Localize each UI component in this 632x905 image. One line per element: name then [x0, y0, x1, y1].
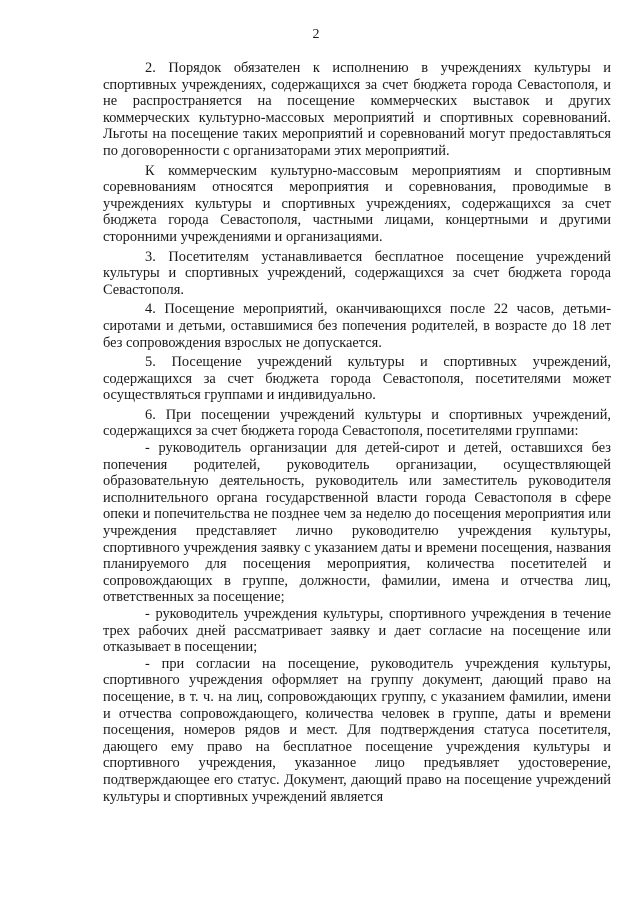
paragraph-2: 2. Порядок обязателен к исполнению в учреждениях культуры и спортивных учреждениях, содержащихся за счет бюджета города Севастополя, и не распространяется на посещение коммерческих выставок и других коммерческих культурно-массовых мероприятий и спортивных соревнований. Льготы на посещение таких мероприятий и соревнований могут предоставляться по договоренности с организаторами этих мероприятий.	[103, 60, 611, 159]
list-item-application: - руководитель организации для детей-сирот и детей, оставшихся без попечения родителей, руководитель организации, осуществляющей образовательную деятельность, руководитель или заместитель руководителя исполнительного органа государственной власти города Севастополя в сфере опеки и попечительства не позднее чем за неделю до посещения мероприятия или учреждения представляет лично руководителю учреждения культуры, спортивного учреждения заявку с указанием даты и времени посещения, названия планируемого для посещения мероприятия, количества посетителей и сопровождающих в группе, должности, фамилии, имена и отчества лиц, ответственных за посещение;	[103, 440, 611, 606]
paragraph-3: 3. Посетителям устанавливается бесплатное посещение учреждений культуры и спортивных учреждений, содержащихся за счет бюджета города Севастополя.	[103, 248, 611, 298]
document-body	[103, 60, 611, 805]
list-item-document: - при согласии на посещение, руководитель учреждения культуры, спортивного учреждения оформляет на группу документ, дающий право на посещение, в т. ч. на лиц, сопровождающих группу, с указанием фамилии, имени и отчества сопровождающего, количества человек в группе, даты и времени посещения, номеров рядов и мест. Для подтверждения статуса посетителя, дающего ему право на бесплатное посещение учреждения культуры и спортивного учреждения, указанное лицо предъявляет удостоверение, подтверждающее его статус. Документ, дающий право на посещение учреждений культуры и спортивных учреждений является	[103, 655, 611, 805]
paragraph-commercial-events: К коммерческим культурно-массовым мероприятиям и спортивным соревнованиям относятся мероприятия и соревнования, проводимые в учреждениях культуры и спортивных учреждениях, содержащихся за счет бюджета города Севастополя, частными лицами, концертными и другими сторонними учреждениями и организациями.	[103, 162, 611, 245]
paragraph-6: 6. При посещении учреждений культуры и спортивных учреждений, содержащихся за счет бюджета города Севастополя, посетителями группами:	[103, 406, 611, 440]
paragraph-4: 4. Посещение мероприятий, оканчивающихся после 22 часов, детьми-сиротами и детьми, оставшимися без попечения родителей, в возрасте до 18 лет без сопровождения взрослых не допускается.	[103, 301, 611, 351]
list-item-review: - руководитель учреждения культуры, спортивного учреждения в течение трех рабочих дней рассматривает заявку и дает согласие на посещение или отказывает в посещении;	[103, 606, 611, 656]
paragraph-5: 5. Посещение учреждений культуры и спортивных учреждений, содержащихся за счет бюджета города Севастополя, посетителями может осуществляться группами и индивидуально.	[103, 354, 611, 404]
page-number: 2	[312, 27, 320, 42]
